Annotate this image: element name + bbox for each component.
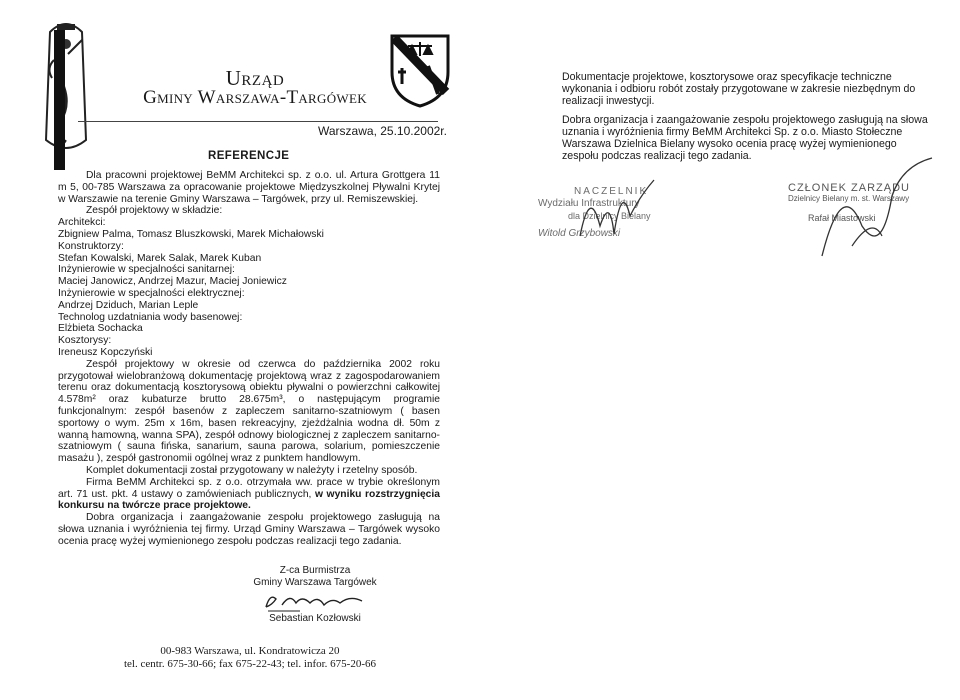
header-divider <box>78 121 438 122</box>
stamp-line: Dzielnicy Bielany m. st. Warszawy <box>788 194 910 203</box>
signer-name: Sebastian Kozłowski <box>269 613 361 624</box>
footer <box>100 645 400 670</box>
team-line: Ireneusz Kopczyński <box>58 346 153 358</box>
stamp-line: Witold Grzybowski <box>538 228 621 239</box>
firm-text-bold: w wyniku rozstrzygnięcia konkursu na twórcze prace projektowe. <box>58 488 440 512</box>
team-line: Maciej Janowicz, Andrzej Mazur, Maciej Joniewicz <box>58 276 287 288</box>
intro-paragraph: Dla pracowni projektowej BeMM Architekci sp. z o.o. ul. Artura Grottgera 11 m 5, 00-785 Warszawa za opracowanie projektowe Międzyszkolnej Pływalni Krytej w Warszawie na terenie Gminy Warszawa – Targówek, przy ul. Remiszewskiej. <box>58 170 440 205</box>
stamp-line: NACZELNIK <box>574 186 649 197</box>
stamp-line: Wydziału Infrastruktury <box>538 198 640 209</box>
handwritten-signature <box>260 591 370 613</box>
complete-paragraph: Komplet dokumentacji został przygotowany w należyty i rzetelny sposób. <box>86 464 418 476</box>
scope-paragraph: Zespół projektowy w okresie od czerwca do października 2002 roku przygotował wielobranżową dokumentację projektową wraz z zagospodarowaniem terenu oraz dokumentacją kosztorysową obiektu pływalni o powierzchni całkowitej 4.578m² oraz kubaturze brutto 28.675m³, o następującym programie funkcjonalnym: zespół basenów z zapleczem sanitarno-szatniowym ( basen sportowy o wym. 25m x 16m, basen rekreacyjny, zjeżdżalnia wodna dł. 50m z wanną hamowną, wanna SPA), zespół odnowy biologicznej z zapleczem sanitarno-szatniowym ( sauna fińska, sanarium, sauna parowa, solarium, pomieszczenie masażu ), zespół gastronomii ogólnej wraz z punktem handlowym. <box>58 358 440 465</box>
right-paragraph: Dokumentacje projektowe, kosztorysowe oraz specyfikacje techniczne wykonania i odbioru robót zostały przygotowane w zakresie niezbędnym do realizacji inwestycji. <box>562 71 916 107</box>
team-line: Inżynierowie w specjalności sanitarnej: <box>58 264 235 276</box>
signature-block-left <box>220 565 410 625</box>
stamp-line: CZŁONEK ZARZĄDU <box>788 182 910 194</box>
team-line: Technolog uzdatniania wody basenowej: <box>58 311 243 323</box>
team-line: Zbigniew Palma, Tomasz Bluszkowski, Marek Michałowski <box>58 228 324 240</box>
thanks-paragraph: Dobra organizacja i zaangażowanie zespołu projektowego zasługują na słowa uznania i wyróżnienia tej firmy. Urząd Gminy Warszawa – Targówek wysoko ocenia pracę wyżej wymienionego zespołu podczas realizacji tego zadania. <box>58 512 440 547</box>
team-heading: Zespół projektowy w składzie: <box>86 205 223 217</box>
team-line: Andrzej Dziduch, Marian Leple <box>58 299 199 311</box>
right-paragraph: Dobra organizacja i zaangażowanie zespołu projektowego zasługują na słowa uznania i wyróżnienia firmy BeMM Architekci Sp. z o.o. Miasto Stołeczne Warszawa Dzielnica Bielany wysoko ocenia pracę wyżej wymienionego zespołu podczas realizacji tego zadania. <box>562 114 928 162</box>
signer-role: Z-ca Burmistrza <box>279 565 351 576</box>
footer-address: 00-983 Warszawa, ul. Kondratowicza 20 <box>160 645 340 657</box>
stamp-line: dla Dzielnicy Bielany <box>568 211 651 221</box>
office-title-line2: Gminy Warszawa-Targówek <box>143 87 367 108</box>
team-line: Kosztorysy: <box>58 335 112 347</box>
handwritten-signature-naczelnik <box>570 176 660 246</box>
stamp-line: Rafał Miastowski <box>808 213 876 223</box>
team-line: Stefan Kowalski, Marek Salak, Marek Kuban <box>58 252 262 264</box>
office-title-line1: Urząd <box>225 66 285 90</box>
firm-paragraph <box>58 477 440 512</box>
scan-edge-bar <box>54 30 65 170</box>
warsaw-mermaid-emblem <box>40 10 92 170</box>
team-line: Architekci: <box>58 217 106 229</box>
firm-text: Firma BeMM Architekci sp. z o.o. otrzymała ww. prace w trybie określonym art. 71 ust. pkt. 4 ustawy o zamówieniach publicznych, <box>58 476 440 500</box>
signer-office: Gminy Warszawa Targówek <box>253 577 377 588</box>
team-line: Konstruktorzy: <box>58 240 124 252</box>
handwritten-signature-czlonek <box>812 156 942 266</box>
left-body <box>58 170 440 548</box>
footer-phones: tel. centr. 675-30-66; fax 675-22-43; tel. infor. 675-20-66 <box>123 657 377 670</box>
team-line: Elżbieta Sochacka <box>58 323 143 335</box>
document-title: REFERENCJE <box>208 150 290 162</box>
team-line: Inżynierowie w specjalności elektrycznej: <box>58 287 245 299</box>
date-line: Warszawa, 25.10.2002r. <box>318 124 447 138</box>
